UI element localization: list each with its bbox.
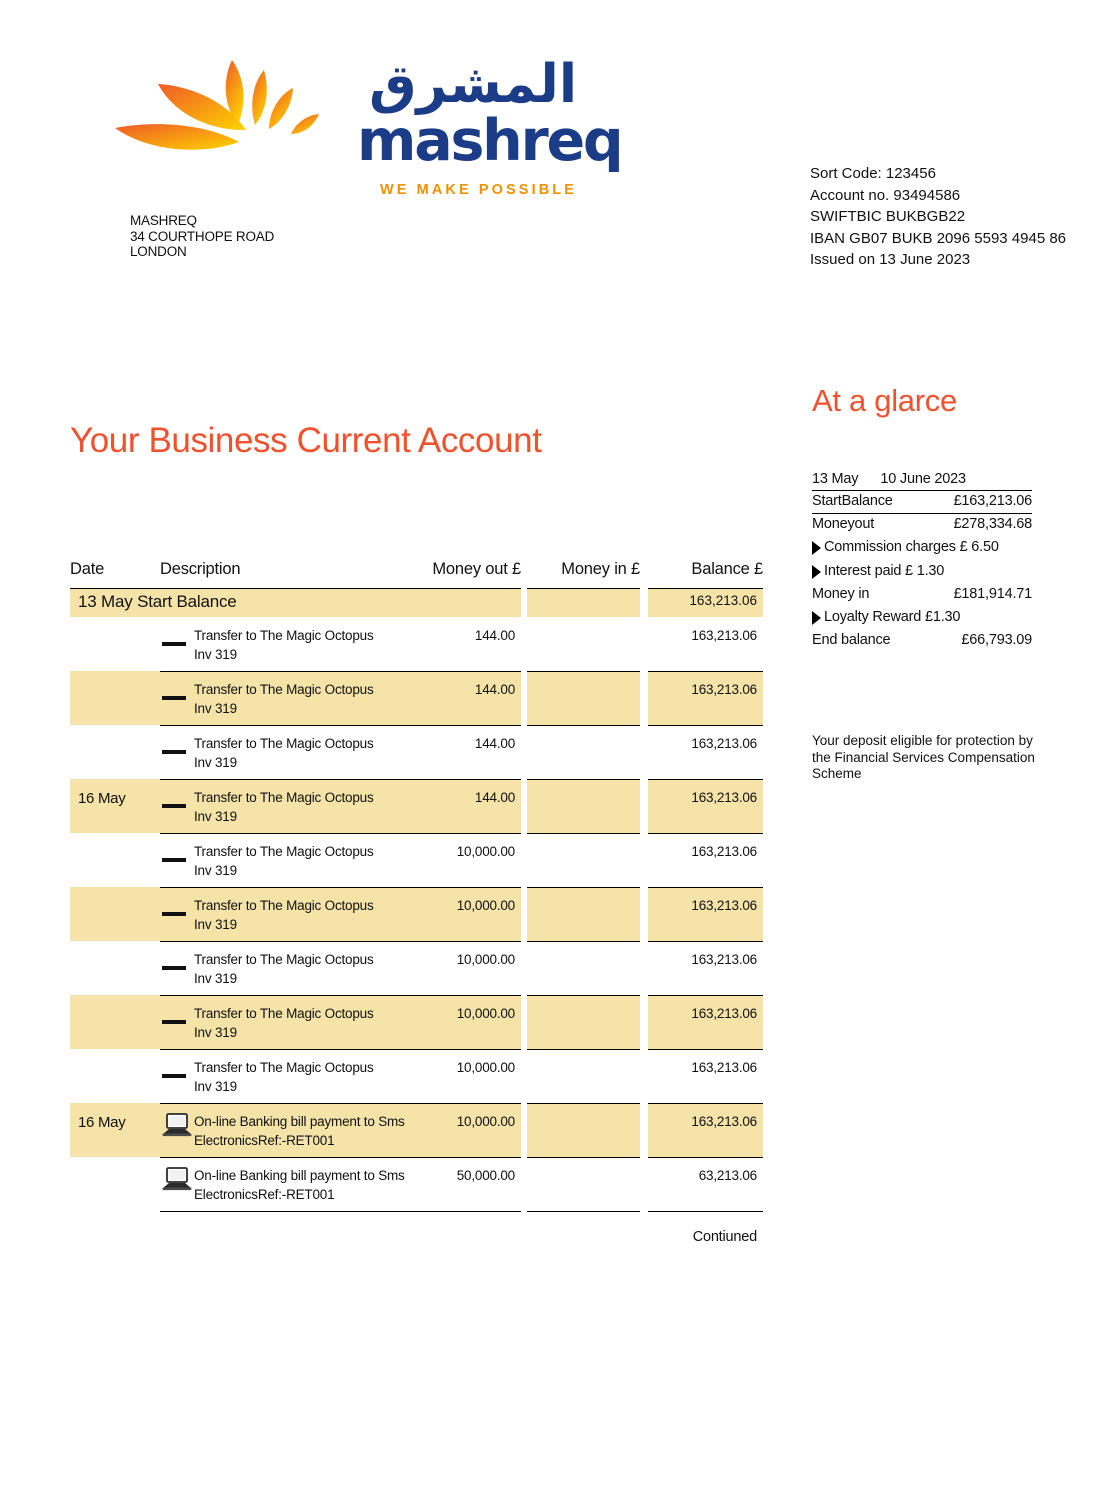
row-rule-description <box>160 941 521 942</box>
dash-icon <box>162 957 190 979</box>
row-money-out: 10,000.00 <box>456 952 515 967</box>
glance-bullet-row <box>812 560 1032 584</box>
rule-top-desc <box>70 588 521 589</box>
row-rule-balance <box>648 833 763 834</box>
row-rule-balance <box>648 887 763 888</box>
row-rule-balance <box>648 725 763 726</box>
row-rule-description <box>160 1157 521 1158</box>
row-description-line1: Transfer to The Magic Octopus <box>194 1060 374 1075</box>
page-title: Your Business Current Account <box>70 421 542 460</box>
row-description-line2: Inv 319 <box>194 971 237 986</box>
glance-row-label: StartBalance <box>812 493 893 509</box>
header-money-out: Money out £ <box>432 560 521 578</box>
account-number: Account no. 93494586 <box>810 186 961 204</box>
row-balance: 163,213.06 <box>691 628 757 643</box>
sort-code: Sort Code: 123456 <box>810 165 936 182</box>
row-rule-balance <box>648 1157 763 1158</box>
row-description-line1: Transfer to The Magic Octopus <box>194 736 374 751</box>
glance-value-row <box>812 630 1032 652</box>
table-row[interactable] <box>70 1049 765 1103</box>
glance-row-value: £163,213.06 <box>953 493 1032 509</box>
row-rule-money-in <box>527 1049 640 1050</box>
header-date: Date <box>70 560 105 578</box>
row-rule-money-in <box>527 887 640 888</box>
row-money-out: 10,000.00 <box>456 1060 515 1075</box>
row-rule-description <box>160 833 521 834</box>
row-band-money-in <box>527 995 640 1049</box>
row-date: 16 May <box>78 1114 126 1131</box>
row-balance: 163,213.06 <box>691 682 757 697</box>
glance-bullet-label: Loyalty Reward £1.30 <box>824 609 961 625</box>
row-balance: 63,213.06 <box>698 1168 757 1183</box>
laptop-icon <box>162 1166 192 1192</box>
row-description-line1: On-line Banking bill payment to Sms <box>194 1168 405 1183</box>
glance-period-from: 13 May <box>812 471 859 487</box>
row-date: 16 May <box>78 790 126 807</box>
swift-bic: SWIFTBIC BUKBGB22 <box>810 208 966 225</box>
logo-tagline: WE MAKE POSSIBLE <box>379 182 577 198</box>
row-description-line1: Transfer to The Magic Octopus <box>194 898 374 913</box>
glance-value-row <box>812 491 1032 514</box>
table-footer <box>70 1211 765 1257</box>
table-row[interactable] <box>70 887 765 941</box>
glance-bullet-label: Interest paid £ 1.30 <box>824 563 945 579</box>
row-description-line2: Inv 319 <box>194 863 237 878</box>
row-balance: 163,213.06 <box>691 736 757 751</box>
row-rule-description <box>160 725 521 726</box>
row-description-line2: Inv 319 <box>194 755 237 770</box>
row-rule-balance <box>648 1103 763 1104</box>
row-rule-balance <box>648 995 763 996</box>
triangle-bullet-icon <box>812 565 821 579</box>
row-rule-description <box>160 671 521 672</box>
issued-date: Issued on 13 June 2023 <box>810 251 971 268</box>
dash-icon <box>162 1065 190 1087</box>
at-a-glance-panel <box>812 470 1032 652</box>
row-description-line1: On-line Banking bill payment to Sms <box>194 1114 405 1129</box>
row-description-line1: Transfer to The Magic Octopus <box>194 844 374 859</box>
row-description-line1: Transfer to The Magic Octopus <box>194 790 374 805</box>
glance-row-value: £66,793.09 <box>961 632 1032 648</box>
row-rule-money-in <box>527 779 640 780</box>
table-row[interactable] <box>70 779 765 833</box>
table-row[interactable] <box>70 617 765 671</box>
row-description-line2: ElectronicsRef:-RET001 <box>194 1133 335 1148</box>
row-balance: 163,213.06 <box>691 1114 757 1129</box>
glance-row-value: £278,334.68 <box>953 516 1032 532</box>
row-balance: 163,213.06 <box>691 844 757 859</box>
row-description-line2: ElectronicsRef:-RET001 <box>194 1187 335 1202</box>
account-details <box>810 163 1066 271</box>
row-rule-description <box>160 1049 521 1050</box>
table-row[interactable] <box>70 1103 765 1157</box>
row-description-line2: Inv 319 <box>194 809 237 824</box>
dash-icon <box>162 741 190 763</box>
row-rule-description <box>160 995 521 996</box>
rule-bottom-desc <box>160 1211 521 1212</box>
transactions-table <box>70 560 765 1257</box>
glance-row-label: End balance <box>812 632 891 648</box>
table-row[interactable] <box>70 671 765 725</box>
row-description-line1: Transfer to The Magic Octopus <box>194 1006 374 1021</box>
row-rule-money-in <box>527 671 640 672</box>
row-band-money-in <box>527 887 640 941</box>
row-description-line2: Inv 319 <box>194 701 237 716</box>
row-balance: 163,213.06 <box>691 952 757 967</box>
logo-arabic-text: المشرق <box>369 54 577 115</box>
at-a-glance-title: At a glarce <box>812 383 957 418</box>
row-band-money-in <box>527 671 640 725</box>
start-balance-label: 13 May Start Balance <box>78 592 237 611</box>
glance-row-label: Moneyout <box>812 516 875 532</box>
row-balance: 163,213.06 <box>691 898 757 913</box>
row-money-out: 10,000.00 <box>456 844 515 859</box>
row-money-out: 144.00 <box>474 628 515 643</box>
row-rule-description <box>160 887 521 888</box>
mashreq-logo <box>112 52 622 217</box>
mashreq-wordmark <box>357 54 622 214</box>
rule-bottom-in <box>527 1211 640 1212</box>
row-balance: 163,213.06 <box>691 1060 757 1075</box>
table-header-row <box>70 560 765 588</box>
rule-top-in <box>527 588 640 589</box>
sender-line-1: MASHREQ <box>130 213 197 228</box>
row-money-out: 10,000.00 <box>456 1006 515 1021</box>
header-balance: Balance £ <box>691 560 763 578</box>
row-rule-balance <box>648 779 763 780</box>
row-rule-money-in <box>527 995 640 996</box>
dash-icon <box>162 633 190 655</box>
row-rule-money-in <box>527 1103 640 1104</box>
row-balance: 163,213.06 <box>691 790 757 805</box>
row-description-line2: Inv 319 <box>194 917 237 932</box>
row-rule-money-in <box>527 941 640 942</box>
row-balance: 163,213.06 <box>691 1006 757 1021</box>
header-description: Description <box>160 560 241 578</box>
dash-icon <box>162 795 190 817</box>
row-description-line1: Transfer to The Magic Octopus <box>194 682 374 697</box>
start-balance-row <box>70 588 765 617</box>
start-balance-band-in <box>527 588 640 617</box>
row-money-out: 50,000.00 <box>456 1168 515 1183</box>
glance-bullet-label: Commission charges £ 6.50 <box>824 539 999 555</box>
table-row[interactable] <box>70 833 765 887</box>
rule-top-balance <box>648 588 763 589</box>
row-money-out: 144.00 <box>474 682 515 697</box>
dash-icon <box>162 903 190 925</box>
laptop-icon <box>162 1112 192 1138</box>
row-description-line2: Inv 319 <box>194 1079 237 1094</box>
sender-address <box>130 213 274 260</box>
row-description-line1: Transfer to The Magic Octopus <box>194 628 374 643</box>
glance-value-row <box>812 584 1032 606</box>
header-money-in: Money in £ <box>561 560 640 578</box>
row-rule-balance <box>648 1049 763 1050</box>
continued-label: Contiuned <box>692 1229 757 1245</box>
row-description-line2: Inv 319 <box>194 1025 237 1040</box>
glance-bullet-row <box>812 606 1032 630</box>
row-rule-balance <box>648 941 763 942</box>
row-band-money-in <box>527 1103 640 1157</box>
row-rule-money-in <box>527 1157 640 1158</box>
row-description-line1: Transfer to The Magic Octopus <box>194 952 374 967</box>
row-rule-money-in <box>527 833 640 834</box>
row-description-line2: Inv 319 <box>194 647 237 662</box>
fscs-protection-note: Your deposit eligible for protection by the Financial Services Compensation Scheme <box>812 733 1035 781</box>
row-money-out: 10,000.00 <box>456 1114 515 1129</box>
rule-bottom-balance <box>648 1211 763 1212</box>
row-band-money-in <box>527 779 640 833</box>
logo-latin-text: mashreq <box>357 108 622 174</box>
row-rule-money-in <box>527 725 640 726</box>
triangle-bullet-icon <box>812 541 821 555</box>
mashreq-sun-logo-icon <box>112 52 327 162</box>
glance-period <box>812 470 1032 491</box>
start-balance-amount: 163,213.06 <box>689 593 757 608</box>
glance-bullet-row <box>812 536 1032 560</box>
table-row[interactable] <box>70 1157 765 1211</box>
row-rule-balance <box>648 671 763 672</box>
iban: IBAN GB07 BUKB 2096 5593 4945 86 <box>810 229 1067 247</box>
table-row[interactable] <box>70 995 765 1049</box>
glance-value-row <box>812 514 1032 536</box>
row-money-out: 144.00 <box>474 790 515 805</box>
dash-icon <box>162 687 190 709</box>
sender-line-2: 34 COURTHOPE ROAD <box>130 228 275 244</box>
triangle-bullet-icon <box>812 611 821 625</box>
sender-line-3: LONDON <box>130 244 187 259</box>
row-money-out: 10,000.00 <box>456 898 515 913</box>
glance-row-label: Money in <box>812 586 870 602</box>
table-row[interactable] <box>70 941 765 995</box>
dash-icon <box>162 1011 190 1033</box>
row-money-out: 144.00 <box>474 736 515 751</box>
table-row[interactable] <box>70 725 765 779</box>
dash-icon <box>162 849 190 871</box>
row-rule-description <box>160 779 521 780</box>
glance-period-to: 10 June 2023 <box>880 471 966 487</box>
glance-row-value: £181,914.71 <box>953 586 1032 602</box>
row-rule-description <box>160 1103 521 1104</box>
